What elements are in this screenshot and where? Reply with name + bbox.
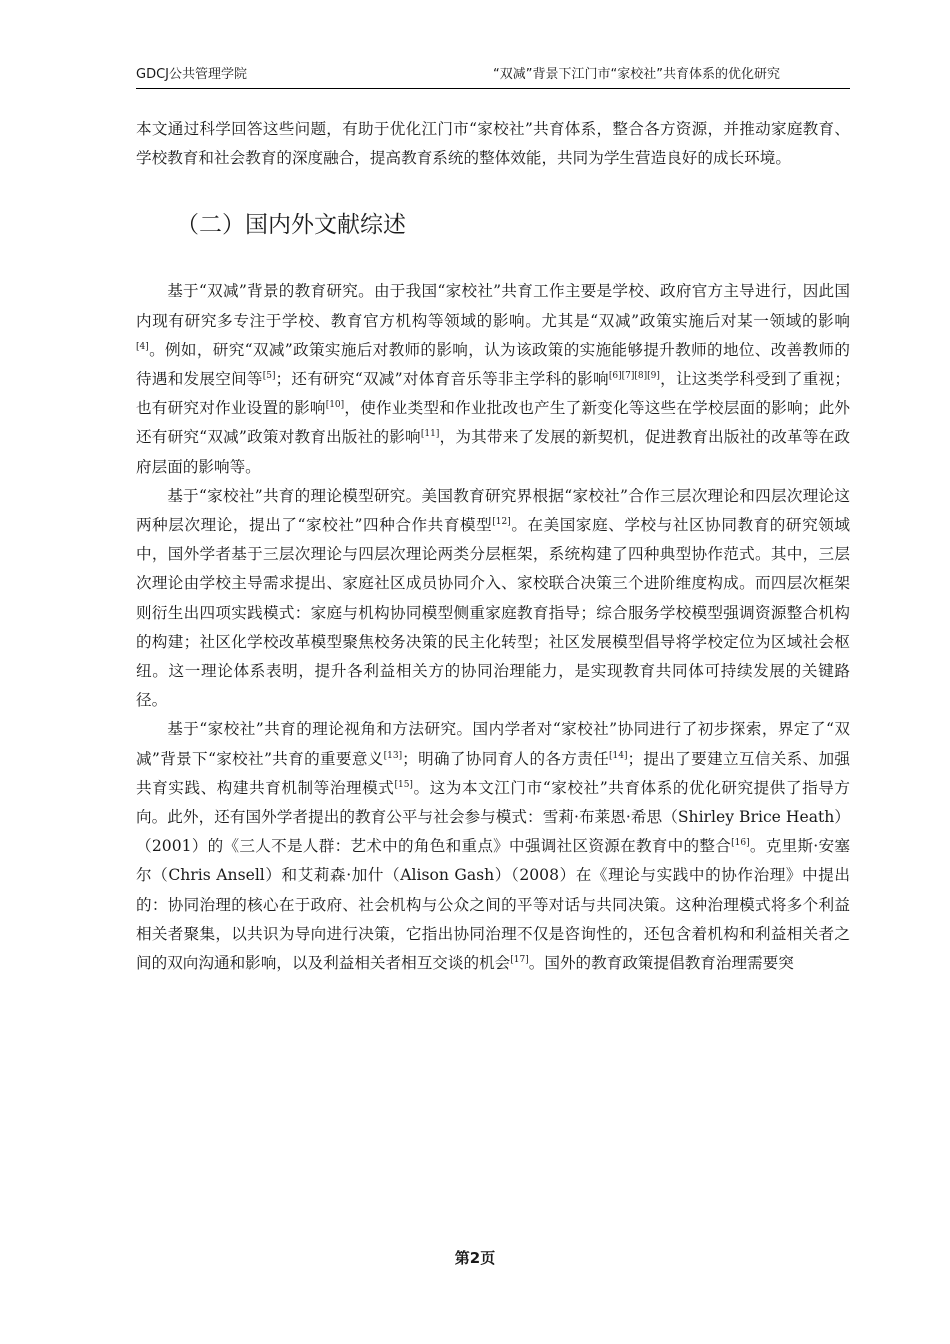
paragraph-theoretical-perspectives [136,715,850,978]
paragraph-text: ，使作业类型和作业批改也产生了新变化等这些在学校层面的影响；此外还有研究“双减”政策对教育出版社的影响 [136,399,850,447]
page-body [136,115,850,978]
citation-ref: [11] [420,429,440,440]
paragraph-text: 。在美国家庭、学校与社区协同教育的研究领域中，国外学者基于三层次理论与四层次理论两类分层框架，系统构建了四种典型协作范式。其中，三层次理论由学校主导需求提出、家庭社区成员协同介入、家校联合决策三个进阶维度构成。而四层次框架则衍生出四项实践模式：家庭与机构协同模型侧重家庭教育指导；综合服务学校模型强调资源整合机构的构建；社区化学校改革模型聚焦校务决策的民主化转型；社区发展模型倡导将学校定位为区域社会枢纽。这一理论体系表明，提升各利益相关方的协同治理能力，是实现教育共同体可持续发展的关键路径。 [136,516,850,710]
paragraph-text: ，为其带来了发展的新契机，促进教育出版社的改革等在政府层面的影响等。 [136,428,850,476]
paragraph-text: 基于“双减”背景的教育研究。由于我国“家校社”共育工作主要是学校、政府官方主导进行，因此国内现有研究多专注于学校、教育官方机构等领域的影响。尤其是“双减”政策实施后对某一领域的影响 [136,282,850,330]
citation-ref: [14] [609,750,628,761]
citation-ref: [13] [383,750,403,761]
citation-ref: [5] [262,370,276,381]
header-institution: GDCJ公共管理学院 [136,67,247,82]
paragraph-text: 基于“家校社”共育的理论模型研究。美国教育研究界根据“家校社”合作三层次理论和四层次理论这两种层次理论，提出了“家校社”四种合作共育模型 [136,486,850,535]
citation-ref: [17] [510,954,529,965]
citation-ref: [6][7][8][9] [608,370,660,381]
paragraph-text: ；提出了要建立互信关系、加强共育实践、构建共育机制等治理模式 [136,749,850,797]
citation-ref: [12] [492,516,511,527]
paragraph-text: 。这为本文江门市“家校社”共育体系的优化研究提供了指导方向。此外，还有国外学者提出的教育公平与社会参与模式：雪莉·布莱恩·希思（Shirley Brice Heath）（2001）的《三人不是人群：艺术中的角色和重点》中强调社区资源在教育中的整合 [136,778,850,856]
header-paper-title: “双减”背景下江门市“家校社”共育体系的优化研究 [493,67,780,82]
paragraph-double-reduction-research [136,277,850,481]
citation-ref: [15] [394,779,413,790]
paragraph-text: 。例如，研究“双减”政策实施后对教师的影响，认为该政策的实施能够提升教师的地位、改善教师的待遇和发展空间等 [136,340,850,389]
intro-paragraph: 本文通过科学回答这些问题，有助于优化江门市“家校社”共育体系，整合各方资源，并推动家庭教育、学校教育和社会教育的深度融合，提高教育系统的整体效能，共同为学生营造良好的成长环境。 [136,120,850,168]
citation-ref: [4] [136,341,149,352]
citation-ref: [10] [325,400,345,411]
section-heading: （二）国内外文献综述 [176,212,406,239]
paragraph-text: ；明确了协同育人的各方责任 [402,749,610,768]
paragraph-text: 基于“家校社”共育的理论视角和方法研究。国内学者对“家校社”协同进行了初步探索，界定了“双减”背景下“家校社”共育的重要意义 [136,720,850,768]
page-number: 第2页 [454,1249,496,1267]
paragraph-text: ，让这类学科受到了重视；也有研究对作业设置的影响 [136,370,850,418]
running-header [136,66,850,89]
paragraph-text: 。克里斯·安塞尔（Chris Ansell）和艾莉森·加什（Alison Gash）（2008）在《理论与实践中的协作治理》中提出的：协同治理的核心在于政府、社会机构与公众之间的平等对话与共同决策。这种治理模式将多个利益相关者聚集，以共识为导向进行决策，它指出协同治理不仅是咨询性的，还包含着机构和利益相关者之间的双向沟通和影响，以及利益相关者相互交谈的机会 [136,837,850,973]
paragraph-text: 。国外的教育政策提倡教育治理需要突 [528,954,794,973]
citation-ref: [16] [731,838,750,849]
paragraph-theoretical-models [136,482,850,716]
paragraph-text: ；还有研究“双减”对体育音乐等非主学科的影响 [275,370,609,389]
